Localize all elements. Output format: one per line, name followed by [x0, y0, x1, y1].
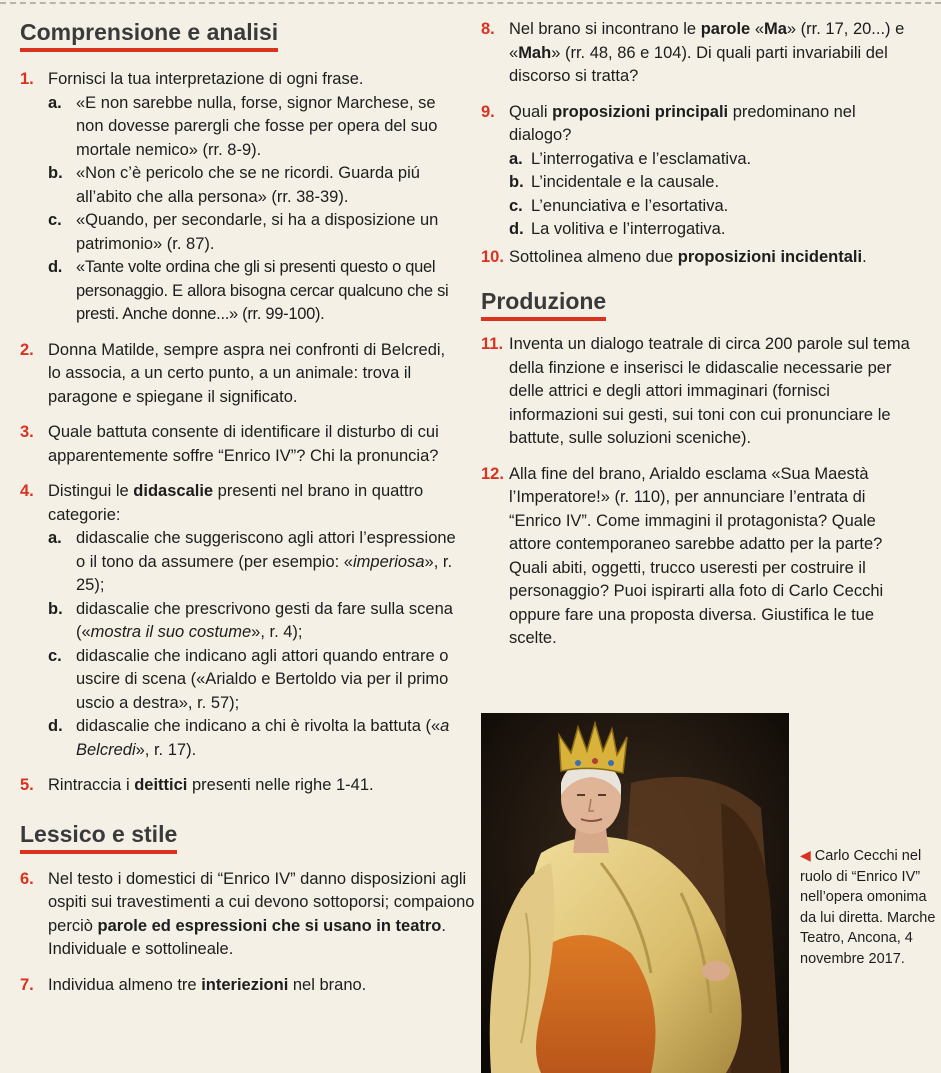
- photo-caption: [800, 845, 936, 969]
- question-number: 2.: [20, 340, 34, 359]
- question-number: 1.: [20, 70, 34, 88]
- question-keyword: parole ed espressioni che si usano in teatro: [97, 916, 442, 935]
- question-1-d: [48, 256, 460, 327]
- question-text-post: . Individuale e sottolineale.: [48, 916, 446, 958]
- option-letter: c.: [509, 196, 523, 215]
- option-letter: d.: [509, 220, 524, 238]
- question-8: [481, 18, 921, 89]
- option-letter: c.: [48, 646, 62, 665]
- option-text-post: », r. 25);: [76, 552, 453, 594]
- option-quote: a Belcredi: [76, 717, 450, 759]
- question-text: Donna Matilde, sempre aspra nei confronti di Belcredi, lo associa, a un certo punto, a un animale: trova il paragone e spiegane il significato.: [48, 340, 446, 406]
- question-3: [20, 421, 460, 468]
- question-keyword: didascalie: [133, 482, 214, 500]
- question-4: [20, 480, 460, 527]
- question-keyword: Mah: [518, 43, 552, 62]
- question-4-d: [48, 715, 460, 762]
- question-keyword: parole: [700, 20, 751, 38]
- question-keyword: Ma: [764, 20, 787, 38]
- option-letter: a.: [48, 529, 62, 547]
- section-heading-lessico: Lessico e stile: [20, 820, 177, 854]
- question-10: [481, 246, 921, 270]
- option-text-pre: didascalie che prescrivono gesti da fare sulla scena («: [76, 599, 453, 641]
- question-7: [20, 974, 460, 998]
- option-text: didascalie che indicano agli attori quando entrare o uscire di scena («Arialdo e Bertoldo via per il primo uscio a destra», r. 57);: [76, 646, 449, 712]
- question-4-c: [48, 645, 460, 716]
- option-text: «Quando, per secondarle, si ha a disposizione un patrimonio» (r. 87).: [76, 211, 439, 253]
- question-11: [481, 333, 921, 451]
- question-keyword: proposizioni incidentali: [677, 247, 863, 266]
- question-number: 7.: [20, 975, 34, 994]
- option-text: L’enunciativa e l’esortativa.: [531, 196, 729, 215]
- question-1-b: [48, 162, 460, 209]
- question-text-post: » (rr. 48, 86 e 104). Di quali parti invariabili del discorso si tratta?: [509, 43, 888, 85]
- question-text-pre: Nel testo i domestici di “Enrico IV” danno disposizioni agli ospiti sui travestimenti a cui devono sottoporsi; compaiono perciò: [48, 869, 475, 935]
- option-text: «Non c’è pericolo che se ne ricordi. Guarda piú all’abito che alla persona» (rr. 38-39).: [76, 164, 420, 206]
- question-6: [20, 868, 478, 962]
- section-heading-produzione: Produzione: [481, 287, 606, 321]
- option-letter: b.: [48, 164, 63, 182]
- question-keyword: interiezioni: [201, 975, 289, 994]
- question-number: 10.: [481, 247, 504, 266]
- option-text-post: », r. 4);: [251, 623, 303, 641]
- question-text: Quale battuta consente di identificare il disturbo di cui apparentemente soffre “Enrico IV”? Chi la pronuncia?: [48, 423, 439, 465]
- option-letter: a.: [509, 149, 523, 168]
- question-text-post: presenti nel brano in quattro categorie:: [48, 482, 424, 524]
- left-column: [20, 18, 475, 997]
- question-number: 12.: [481, 464, 504, 483]
- question-number: 5.: [20, 776, 34, 794]
- option-letter: a.: [48, 93, 62, 112]
- question-text-pre: Distingui le: [48, 482, 134, 500]
- question-text-post: presenti nelle righe 1-41.: [187, 776, 374, 794]
- question-number: 8.: [481, 20, 495, 38]
- option-letter: b.: [48, 599, 63, 618]
- option-letter: d.: [48, 258, 63, 276]
- question-text-pre: Rintraccia i: [48, 776, 135, 794]
- option-text: L’incidentale e la causale.: [531, 173, 720, 191]
- option-quote: mostra il suo costume: [90, 623, 252, 641]
- caption-arrow-icon: ◀: [800, 847, 811, 863]
- top-dashed-rule: [0, 2, 941, 4]
- question-9-a: [509, 148, 921, 172]
- question-text: Fornisci la tua interpretazione di ogni frase.: [48, 70, 364, 88]
- option-text-pre: didascalie che suggeriscono agli attori l’espressione o il tono da assumere (per esempio: «: [76, 529, 456, 571]
- option-letter: b.: [509, 173, 524, 191]
- option-letter: c.: [48, 211, 62, 229]
- question-1-c: [48, 209, 460, 256]
- question-keyword: deittici: [134, 776, 188, 794]
- question-text-pre: Nel brano si incontrano le: [509, 20, 701, 38]
- question-text-mid: «: [750, 20, 764, 38]
- question-5: [20, 774, 460, 798]
- option-text: «Tante volte ordina che gli si presenti questo o quel personaggio. E allora bisogna cercar qualcuno che si presti. Anche donne...» (rr. 99-100).: [76, 258, 449, 323]
- photo-carlo-cecchi: [481, 713, 789, 1073]
- option-quote: imperiosa: [352, 552, 425, 571]
- question-number: 3.: [20, 423, 34, 441]
- question-text-post: nel brano.: [288, 975, 367, 994]
- right-column: [481, 18, 921, 651]
- option-text-post: », r. 17).: [135, 740, 197, 759]
- option-letter: d.: [48, 717, 63, 735]
- question-number: 4.: [20, 482, 34, 500]
- question-9-c: [509, 195, 921, 219]
- question-9: [481, 101, 921, 148]
- question-text: Alla fine del brano, Arialdo esclama «Sua Maestà l’Imperatore!» (r. 110), per annunciare l’entrata di “Enrico IV”. Come immagini il protagonista? Quale attore contemporaneo sarebbe adatto per la parte? Quali abiti, oggetti, trucco useresti per costruire il personaggio? Puoi ispirarti alla foto di Carlo Cecchi oppure fare una proposta diversa. Giustifica le tue scelte.: [509, 464, 884, 647]
- option-text: L’interrogativa e l’esclamativa.: [531, 149, 752, 168]
- question-9-b: [509, 171, 921, 195]
- option-text: La volitiva e l’interrogativa.: [531, 220, 726, 238]
- question-number: 11.: [481, 335, 504, 353]
- question-text-mid: » (rr. 17, 20...) e «: [509, 20, 905, 62]
- question-4-a: [48, 527, 460, 598]
- question-1: [20, 68, 460, 92]
- caption-text: Carlo Cecchi nel ruolo di “Enrico IV” nell’opera omonima da lui diretta. Marche Teatro, Ancona, 4 novembre 2017.: [800, 848, 936, 967]
- question-number: 6.: [20, 869, 34, 888]
- question-number: 9.: [481, 102, 495, 121]
- question-1-a: [48, 92, 460, 163]
- question-text-post: predominano nel dialogo?: [509, 102, 856, 144]
- question-9-d: [509, 218, 921, 242]
- option-text: «E non sarebbe nulla, forse, signor Marchese, se non dovesse parergli che fosse per opera del suo mortale nemico» (rr. 8-9).: [76, 93, 438, 159]
- question-12: [481, 463, 921, 651]
- option-text-pre: didascalie che indicano a chi è rivolta la battuta («: [76, 717, 441, 735]
- question-text-post: .: [862, 247, 867, 266]
- question-4-b: [48, 598, 460, 645]
- question-text-pre: Quali: [509, 102, 553, 121]
- question-keyword: proposizioni principali: [552, 102, 729, 121]
- section-heading-comprensione: Comprensione e analisi: [20, 18, 278, 52]
- question-2: [20, 339, 460, 410]
- photo-illustration: [481, 713, 789, 1073]
- question-text-pre: Sottolinea almeno due: [509, 247, 678, 266]
- question-text-pre: Individua almeno tre: [48, 975, 202, 994]
- question-text: Inventa un dialogo teatrale di circa 200 parole sul tema della finzione e inserisci le didascalie necessarie per delle attrici e degli attori immaginari (fornisci informazioni sui gesti, sui toni con cui pronunciare le battute, sulle soluzioni sceniche).: [509, 335, 910, 447]
